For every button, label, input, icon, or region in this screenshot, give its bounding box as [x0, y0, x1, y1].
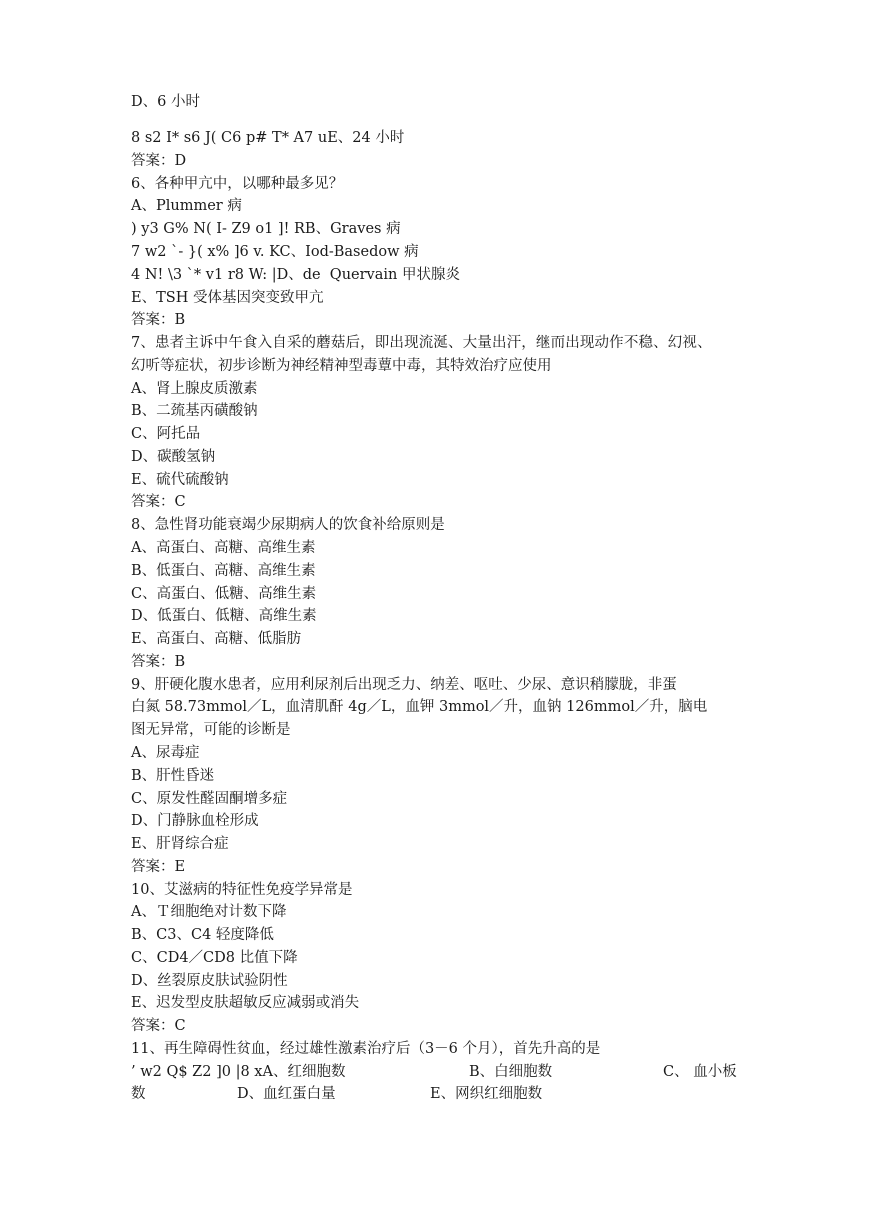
- option-line: ) y3 G% N( I- Z9 o1 ]! RB、Graves 病: [131, 221, 401, 237]
- option-c: C、 血小板: [663, 1064, 737, 1080]
- option-line: D、丝裂原皮肤试验阴性: [131, 973, 288, 989]
- option-line: B、肝性昏迷: [131, 768, 215, 784]
- answer-line: 答案：C: [131, 494, 186, 510]
- question-line: 10、艾滋病的特征性免疫学异常是: [131, 882, 353, 898]
- option-line: A、肾上腺皮质激素: [131, 381, 258, 397]
- question-line: 白氮 58.73mmol／L，血清肌酐 4g／L，血钾 3mmol／升，血钠 126mmol／升，脑电: [131, 699, 708, 715]
- answer-line: 答案：C: [131, 1018, 186, 1034]
- answer-line: 答案：B: [131, 654, 186, 670]
- option-b: B、白细胞数: [469, 1064, 553, 1080]
- option-line: 4 N! \3 `* v1 r8 W: |D、de Quervain 甲状腺炎: [131, 267, 460, 283]
- option-line: D、碳酸氢钠: [131, 449, 216, 465]
- option-line: D、门静脉血栓形成: [131, 813, 259, 829]
- option-line: B、C3、C4 轻度降低: [131, 927, 274, 943]
- text-line: D、6 小时: [131, 94, 200, 110]
- question-line: 8、急性肾功能衰竭少尿期病人的饮食补给原则是: [131, 517, 445, 533]
- option-c-continued: 数: [131, 1086, 146, 1102]
- option-line: C、CD4／CD8 比值下降: [131, 950, 298, 966]
- option-line: B、二巯基丙磺酸钠: [131, 403, 258, 419]
- option-line: A、Ｔ细胞绝对计数下降: [131, 904, 287, 920]
- option-line: A、高蛋白、高糖、高维生素: [131, 540, 316, 556]
- option-line: B、低蛋白、高糖、高维生素: [131, 563, 316, 579]
- question-line: 7、患者主诉中午食入自采的蘑菇后，即出现流涎、大量出汗，继而出现动作不稳、幻视、: [131, 335, 712, 351]
- question-line: 6、各种甲亢中，以哪种最多见？: [131, 176, 344, 192]
- answer-line: 答案：B: [131, 312, 186, 328]
- question-line: 11、再生障碍性贫血，经过雄性激素治疗后（3－6 个月），首先升高的是: [131, 1041, 601, 1057]
- option-line: C、高蛋白、低糖、高维生素: [131, 586, 317, 602]
- option-line: A、Plummer 病: [131, 198, 242, 214]
- option-line: C、原发性醛固酮增多症: [131, 791, 288, 807]
- option-line: 7 w2 `- }( x% ]6 v. KC、Iod-Basedow 病: [131, 244, 419, 260]
- question-line: 9、肝硬化腹水患者，应用利尿剂后出现乏力、纳差、呕吐、少尿、意识稍朦胧，非蛋: [131, 677, 677, 693]
- option-line: A、尿毒症: [131, 745, 200, 761]
- option-e: E、网织红细胞数: [430, 1086, 543, 1102]
- text-line: 8 s2 I* s6 J( C6 p# T* A7 uE、24 小时: [131, 130, 405, 146]
- option-line: E、硫代硫酸钠: [131, 472, 229, 488]
- question-line: 幻听等症状，初步诊断为神经精神型毒蕈中毒，其特效治疗应使用: [131, 358, 552, 374]
- option-d: D、血红蛋白量: [237, 1086, 336, 1102]
- option-line: E、迟发型皮肤超敏反应减弱或消失: [131, 995, 360, 1011]
- option-line: C、阿托品: [131, 426, 201, 442]
- option-line: E、肝肾综合症: [131, 836, 229, 852]
- answer-line: 答案：D: [131, 153, 187, 169]
- option-a: ’ w2 Q$ Z2 ]0 |8 xA、红细胞数: [131, 1064, 346, 1080]
- answer-line: 答案：E: [131, 859, 186, 875]
- question-line: 图无异常，可能的诊断是: [131, 722, 291, 738]
- option-line: E、高蛋白、高糖、低脂肪: [131, 631, 302, 647]
- option-line: D、低蛋白、低糖、高维生素: [131, 608, 317, 624]
- option-line: E、TSH 受体基因突变致甲亢: [131, 290, 324, 306]
